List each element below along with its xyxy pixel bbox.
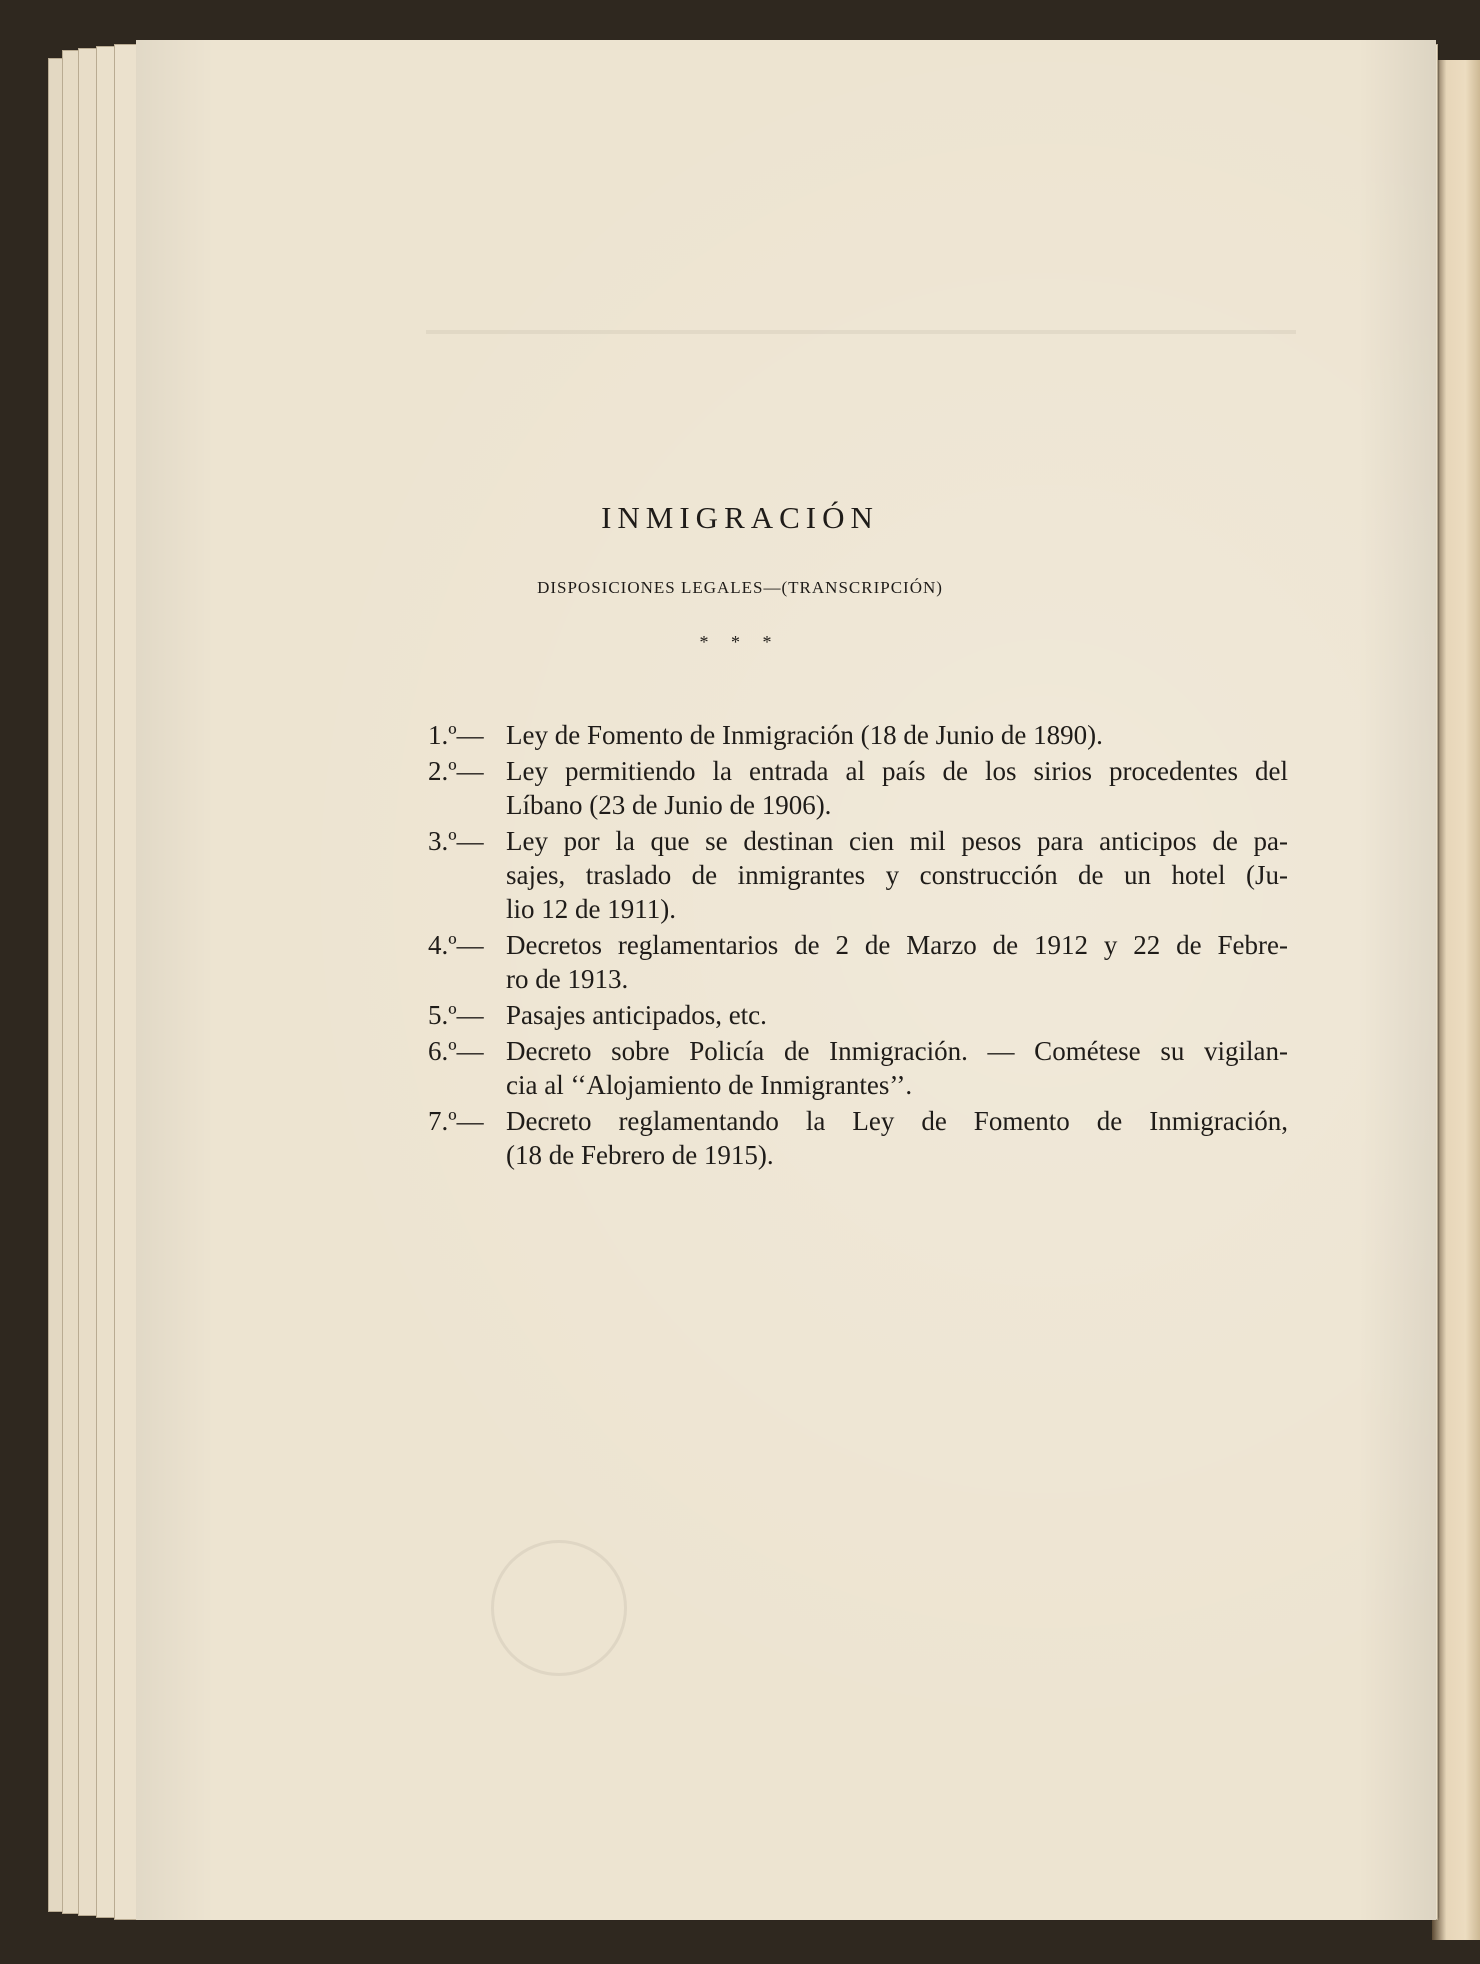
item-text-line: Decretos reglamentarios de 2 de Marzo de 1912 y 22 de Febre- [506, 930, 1288, 960]
bleed-through-stamp [491, 1540, 627, 1676]
item-number: 2.º— [428, 756, 484, 786]
list-item [428, 754, 1288, 822]
list-item [428, 998, 1288, 1032]
list-item [428, 928, 1288, 996]
item-text-line: lio 12 de 1911). [506, 894, 676, 924]
item-text-line: cia al ‘‘Alojamiento de Inmigrantes’’. [506, 1070, 913, 1100]
item-text-line: ro de 1913. [506, 964, 629, 994]
item-number: 6.º— [428, 1036, 484, 1066]
item-text-line: sajes, traslado de inmigrantes y construcción de un hotel (Ju- [506, 860, 1288, 890]
page-subtitle: DISPOSICIONES LEGALES—(TRANSCRIPCIÓN) [537, 578, 943, 597]
item-number: 4.º— [428, 930, 484, 960]
item-number: 7.º— [428, 1106, 484, 1136]
page-title: INMIGRACIÓN [601, 500, 879, 535]
asterism-ornament: * * * [699, 632, 781, 652]
item-text-line: (18 de Febrero de 1915). [506, 1140, 774, 1170]
item-number: 3.º— [428, 826, 484, 856]
list-item [428, 718, 1288, 752]
item-text-line: Ley permitiendo la entrada al país de los sirios procedentes del [506, 756, 1288, 786]
list-item [428, 824, 1288, 926]
item-text-line: Pasajes anticipados, etc. [506, 1000, 767, 1030]
item-number: 5.º— [428, 1000, 484, 1030]
item-text-line: Ley por la que se destinan cien mil pesos para anticipos de pa- [506, 826, 1288, 856]
bleed-through-rule [426, 330, 1296, 334]
item-text-line: Decreto sobre Policía de Inmigración. — Cométese su vigilan- [506, 1036, 1288, 1066]
item-text-line: Decreto reglamentando la Ley de Fomento de Inmigración, [506, 1106, 1288, 1136]
right-page-edge [1432, 60, 1480, 1940]
item-number: 1.º— [428, 720, 484, 750]
item-text-line: Líbano (23 de Junio de 1906). [506, 790, 832, 820]
item-text-line: Ley de Fomento de Inmigración (18 de Junio de 1890). [506, 720, 1103, 750]
dispositions-list [428, 718, 1288, 1174]
list-item [428, 1034, 1288, 1102]
list-item [428, 1104, 1288, 1172]
